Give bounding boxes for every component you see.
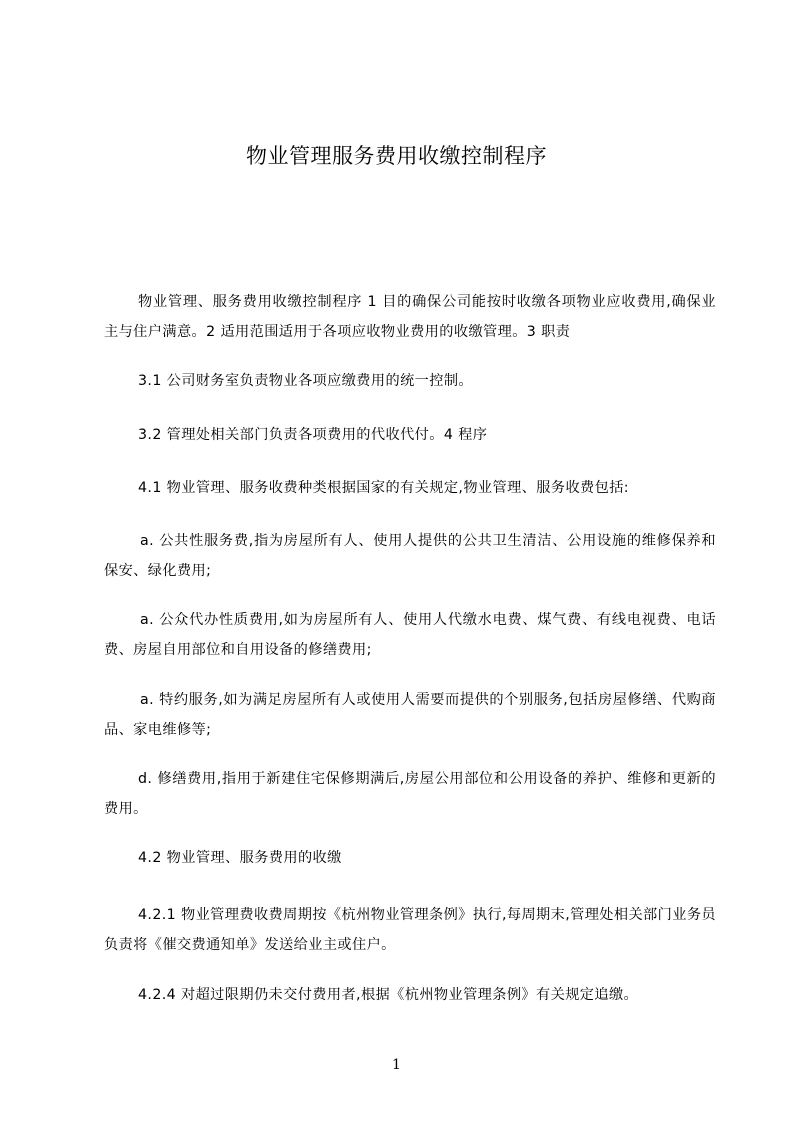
paragraph-item-d-repair: d. 修缮费用,指用于新建住宅保修期满后,房屋公用部位和公用设备的养护、维修和更新的费用。 xyxy=(104,771,716,817)
page-number: 1 xyxy=(392,1057,401,1073)
paragraph-4-2: 4.2 物业管理、服务费用的收缴 xyxy=(138,850,342,866)
paragraph-4-1: 4.1 物业管理、服务收费种类根据国家的有关规定,物业管理、服务收费包括: xyxy=(138,480,629,496)
paragraph-4-2-4: 4.2.4 对超过限期仍未交付费用者,根据《杭州物业管理条例》有关规定追缴。 xyxy=(138,987,639,1003)
paragraph-3-1: 3.1 公司财务室负责物业各项应缴费用的统一控制。 xyxy=(138,373,474,389)
paragraph-item-a-agency: a. 公众代办性质费用,如为房屋所有人、使用人代缴水电费、煤气费、有线电视费、电话费、房屋自用部位和自用设备的修缮费用; xyxy=(104,612,716,658)
paragraph-item-a-special: a. 特约服务,如为满足房屋所有人或使用人需要而提供的个别服务,包括房屋修缮、代购商品、家电维修等; xyxy=(104,692,716,738)
paragraph-3-2: 3.2 管理处相关部门负责各项费用的代收代付。4 程序 xyxy=(138,427,488,443)
document-title: 物业管理服务费用收缴控制程序 xyxy=(246,144,547,168)
paragraph-intro: 物业管理、服务费用收缴控制程序 1 目的确保公司能按时收缴各项物业应收费用,确保业主与住户满意。2 适用范围适用于各项应收物业费用的收缴管理。3 职责 xyxy=(104,294,716,340)
paragraph-4-2-1: 4.2.1 物业管理费收费周期按《杭州物业管理条例》执行,每周期末,管理处相关部门业务员负责将《催交费通知单》发送给业主或住户。 xyxy=(104,907,716,953)
paragraph-item-a-public: a. 公共性服务费,指为房屋所有人、使用人提供的公共卫生清洁、公用设施的维修保养和保安、绿化费用; xyxy=(104,533,716,579)
